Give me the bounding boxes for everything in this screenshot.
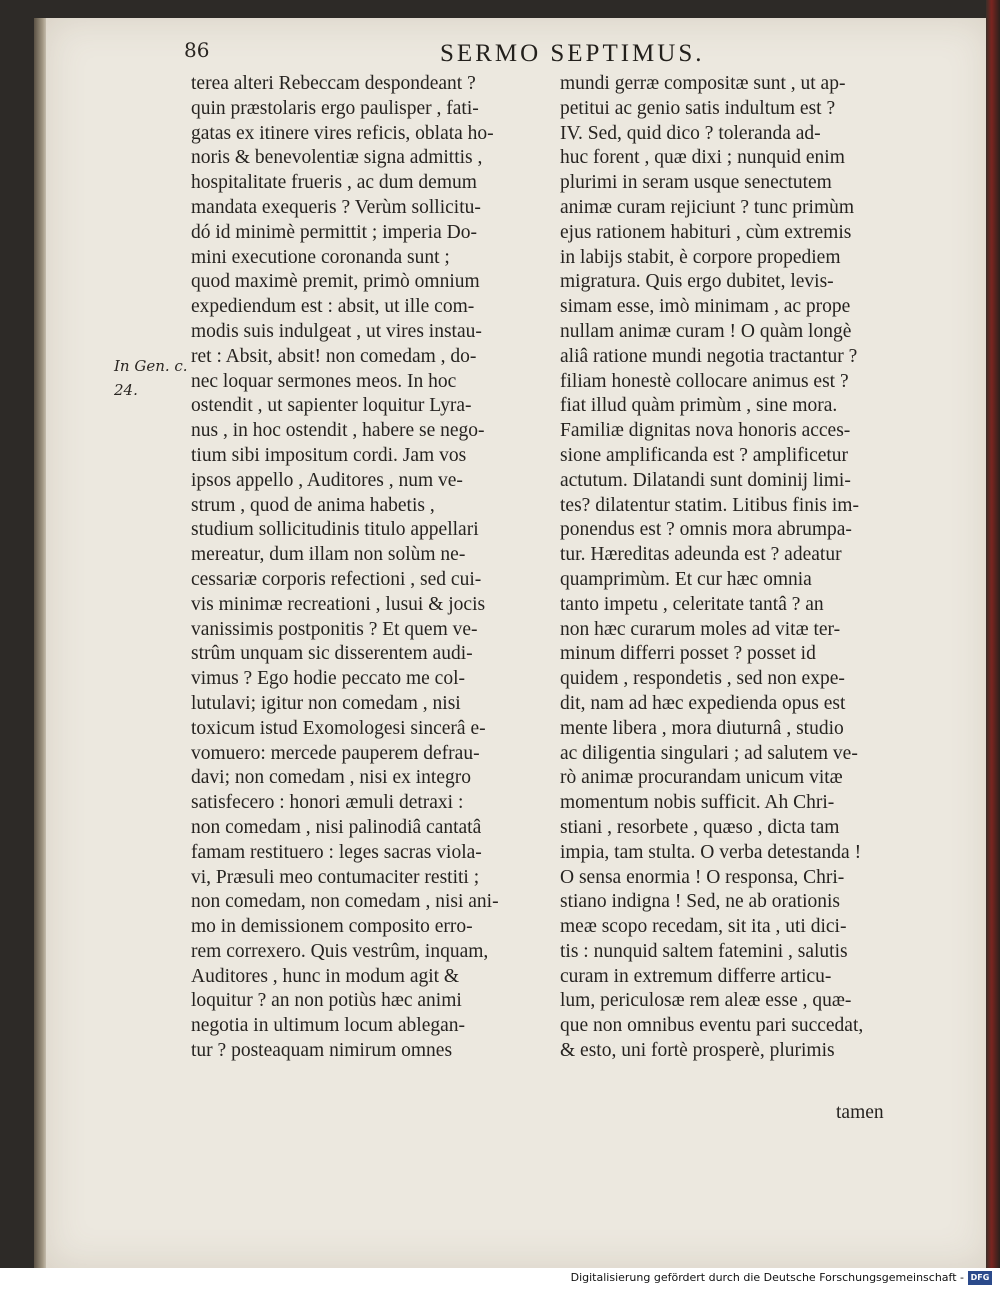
left-column-line: quod maximè premit, primò omnium — [191, 271, 480, 293]
left-column-line: ostendit , ut sapienter loquitur Lyra- — [191, 395, 472, 417]
left-text-column — [191, 72, 543, 1064]
right-column-line: aliâ ratione mundi negotia tractantur ? — [560, 345, 858, 367]
running-head: SERMO SEPTIMUS. — [440, 40, 705, 67]
footer-bar — [0, 1268, 1000, 1289]
right-column-line: nullam animæ curam ! O quàm longè — [560, 320, 852, 342]
right-column-line: IV. Sed, quid dico ? toleranda ad- — [560, 122, 821, 144]
left-column-line: davi; non comedam , nisi ex integro — [191, 767, 471, 789]
left-column-line: tur ? posteaquam nimirum omnes — [191, 1040, 453, 1062]
right-column-line: ejus rationem habituri , cùm extremis — [560, 221, 852, 243]
right-column-line: dit, nam ad hæc expedienda opus est — [560, 692, 846, 714]
right-column-line: fiat illud quàm primùm , sine mora. — [560, 395, 838, 417]
page-header — [0, 36, 1000, 72]
left-column-line: mereatur, dum illam non solùm ne- — [191, 544, 466, 566]
left-column-line: famam restituero : leges sacras viola- — [191, 841, 482, 863]
right-column-line: in labijs stabit, è corpore propediem — [560, 246, 841, 268]
left-column-line: expediendum est : absit, ut ille com- — [191, 296, 475, 318]
right-column-line: stiani , resorbete , quæso , dicta tam — [560, 816, 840, 838]
right-column-line: sione amplificanda est ? amplificetur — [560, 444, 849, 466]
left-column-line: vanissimis postponitis ? Et quem ve- — [191, 618, 478, 640]
left-column-line: non comedam, non comedam , nisi ani- — [191, 891, 499, 913]
left-column-line: nus , in hoc ostendit , habere se nego- — [191, 420, 485, 442]
right-column-line: rò animæ procurandam unicum vitæ — [560, 767, 843, 789]
right-column-line: mente libera , mora diuturnâ , studio — [560, 717, 844, 739]
right-column-line: animæ curam rejiciunt ? tunc primùm — [560, 196, 855, 218]
catchword: tamen — [836, 1102, 884, 1123]
left-column-line: ret : Absit, absit! non comedam , do- — [191, 345, 477, 367]
left-column-line: terea alteri Rebeccam despondeant ? — [191, 73, 476, 94]
left-column-line: loquitur ? an non potiùs hæc animi — [191, 990, 462, 1012]
left-column-line: toxicum istud Exomologesi sincerâ e- — [191, 717, 486, 739]
right-column-line: curam in extremum differre articu- — [560, 965, 832, 987]
left-column-line: vimus ? Ego hodie peccato me col- — [191, 668, 465, 690]
right-column-line: O sensa enormia ! O responsa, Chri- — [560, 866, 845, 888]
left-column-line: lutulavi; igitur non comedam , nisi — [191, 692, 461, 714]
left-column-line: modis suis indulgeat , ut vires instau- — [191, 320, 482, 342]
right-column-line: tur. Hæreditas adeunda est ? adeatur — [560, 544, 842, 566]
left-column-line: vomuero: mercede pauperem defrau- — [191, 742, 480, 764]
right-column-line: quidem , respondetis , sed non expe- — [560, 668, 845, 690]
right-column-line: mundi gerræ compositæ sunt , ut ap- — [560, 73, 846, 94]
right-column-line: non hæc curarum moles ad vitæ ter- — [560, 618, 841, 640]
right-column-line: tanto impetu , celeritate tantâ ? an — [560, 593, 824, 615]
right-column-line: filiam honestè collocare animus est ? — [560, 370, 849, 392]
right-column-line: que non omnibus eventu pari succedat, — [560, 1015, 864, 1037]
page-number: 86 — [184, 38, 210, 62]
left-column-line: rem correxero. Quis vestrûm, inquam, — [191, 940, 489, 962]
right-column-line: plurimi in seram usque senectutem — [560, 172, 832, 194]
left-column-line: negotia in ultimum locum ablegan- — [191, 1015, 466, 1037]
right-text-column — [560, 72, 912, 1064]
right-column-line: huc forent , quæ dixi ; nunquid enim — [560, 147, 845, 169]
right-column-line: momentum nobis sufficit. Ah Chri- — [560, 792, 835, 814]
right-column-line: ponendus est ? omnis mora abrumpa- — [560, 519, 852, 541]
right-column-line: lum, periculosæ rem aleæ esse , quæ- — [560, 990, 852, 1012]
right-column-line: petitui ac genio satis indultum est ? — [560, 97, 836, 119]
left-column-line: ipsos appello , Auditores , num ve- — [191, 469, 463, 491]
right-column-line: simam esse, imò minimam , ac prope — [560, 296, 851, 318]
left-column-line: quin præstolaris ergo paulisper , fati- — [191, 97, 479, 119]
right-column-line: & esto, uni fortè prosperè, plurimis — [560, 1040, 835, 1062]
left-column-line: mandata exequeris ? Verùm sollicitu- — [191, 196, 481, 218]
left-column-line: mini executione coronanda sunt ; — [191, 246, 450, 268]
right-column-line: tes? dilatentur statim. Litibus finis im- — [560, 494, 859, 516]
dfg-logo: DFG — [968, 1271, 992, 1285]
left-column-line: hospitalitate frueris , ac dum demum — [191, 172, 477, 194]
right-column-line: tis : nunquid saltem fatemini , salutis — [560, 940, 848, 962]
left-column-line: gatas ex itinere vires reficis, oblata ho- — [191, 122, 494, 144]
left-column-line: strum , quod de anima habetis , — [191, 494, 435, 516]
left-column-line: tium sibi impositum cordi. Jam vos — [191, 444, 467, 466]
right-column-line: actutum. Dilatandi sunt dominij limi- — [560, 469, 851, 491]
left-column-line: strûm unquam sic disserentem audi- — [191, 643, 473, 665]
left-column-line: dó id minimè permittit ; imperia Do- — [191, 221, 477, 243]
left-column-line: mo in demissionem composito erro- — [191, 916, 473, 938]
left-column-line: vi, Præsuli meo contumaciter restiti ; — [191, 866, 480, 888]
left-column-line: nec loquar sermones meos. In hoc — [191, 370, 457, 392]
right-column-line: minum differri posset ? posset id — [560, 643, 816, 665]
left-column-line: satisfecero : honori æmuli detraxi : — [191, 792, 464, 814]
right-column-line: stiano indigna ! Sed, ne ab orationis — [560, 891, 840, 913]
right-column-line: impia, tam stulta. O verba detestanda ! — [560, 841, 862, 863]
footer-credit: Digitalisierung gefördert durch die Deutsche Forschungsgemeinschaft - — [570, 1271, 964, 1284]
right-column-line: migratura. Quis ergo dubitet, levis- — [560, 271, 834, 293]
left-column-line: vis minimæ recreationi , lusui & jocis — [191, 593, 486, 615]
right-column-line: Familiæ dignitas nova honoris acces- — [560, 420, 851, 442]
left-column-line: studium sollicitudinis titulo appellari — [191, 519, 479, 541]
left-column-line: non comedam , nisi palinodiâ cantatâ — [191, 816, 482, 838]
left-column-line: Auditores , hunc in modum agit & — [191, 965, 460, 987]
right-column-line: meæ scopo recedam, sit ita , uti dici- — [560, 916, 847, 938]
margin-note: In Gen. c. 24. — [114, 357, 188, 399]
left-column-line: noris & benevolentiæ signa admittis , — [191, 147, 483, 169]
right-column-line: quamprimùm. Et cur hæc omnia — [560, 568, 812, 590]
book-cover-edge — [986, 0, 1000, 1268]
right-column-line: ac diligentia singulari ; ad salutem ve- — [560, 742, 858, 764]
left-column-line: cessariæ corporis refectioni , sed cui- — [191, 568, 482, 590]
